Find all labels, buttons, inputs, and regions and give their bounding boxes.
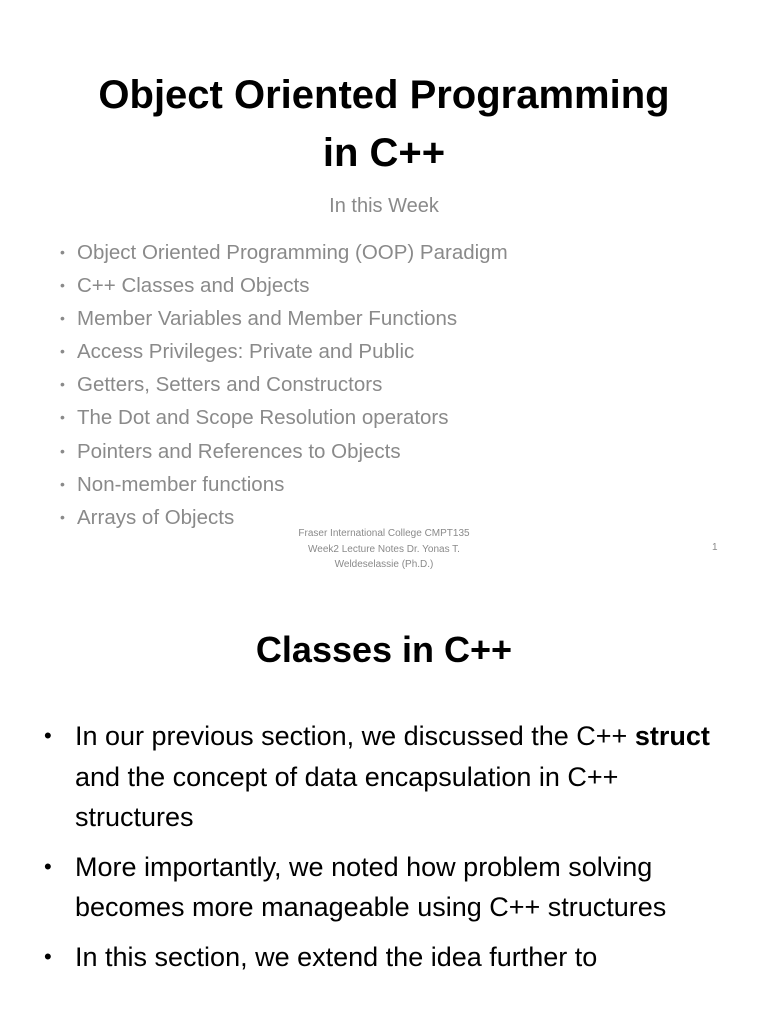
bullet-text-post: and the concept of data encapsulation in C++ structures bbox=[75, 761, 619, 832]
topic-item-label: Member Variables and Member Functions bbox=[77, 307, 458, 331]
bullet-icon: • bbox=[60, 376, 65, 393]
topic-item bbox=[60, 435, 508, 468]
topic-item bbox=[60, 468, 508, 501]
bullet-icon: • bbox=[44, 943, 52, 969]
title-line-1: Object Oriented Programming bbox=[98, 73, 670, 117]
topic-item-label: C++ Classes and Objects bbox=[77, 274, 310, 298]
topic-item-label: Non-member functions bbox=[77, 472, 285, 496]
bullet-icon: • bbox=[44, 853, 52, 879]
topic-item bbox=[60, 401, 508, 434]
topic-item bbox=[60, 269, 508, 302]
topic-item-label: The Dot and Scope Resolution operators bbox=[77, 406, 449, 430]
bullet-item bbox=[44, 847, 734, 928]
topic-item bbox=[60, 302, 508, 335]
footer-line-2: Week2 Lecture Notes Dr. Yonas T. bbox=[308, 543, 460, 555]
bullet-item bbox=[44, 937, 734, 978]
bullet-icon: • bbox=[44, 723, 52, 748]
bullet-list bbox=[44, 716, 734, 986]
slide-subtitle: In this Week bbox=[329, 195, 439, 217]
bullet-icon: • bbox=[60, 475, 65, 492]
page-number: 1 bbox=[712, 542, 718, 553]
slide-title: Classes in C++ bbox=[255, 629, 513, 670]
title-line-2: in C++ bbox=[322, 131, 446, 175]
topic-item-label: Arrays of Objects bbox=[77, 505, 235, 529]
topic-item bbox=[60, 335, 508, 368]
slide-title bbox=[0, 66, 768, 182]
bullet-icon: • bbox=[60, 343, 65, 360]
topic-list bbox=[60, 236, 508, 534]
topic-item-label: Getters, Setters and Constructors bbox=[77, 373, 383, 397]
bullet-icon: • bbox=[60, 442, 65, 459]
slide-footer bbox=[270, 526, 498, 573]
bullet-icon: • bbox=[60, 508, 65, 525]
footer-line-3: Weldeselassie (Ph.D.) bbox=[334, 559, 434, 570]
topic-item bbox=[60, 236, 508, 269]
bullet-icon: • bbox=[60, 409, 65, 426]
topic-item bbox=[60, 368, 508, 401]
topic-item-label: Pointers and References to Objects bbox=[77, 439, 401, 463]
bullet-icon: • bbox=[60, 310, 65, 327]
topic-item-label: Object Oriented Programming (OOP) Paradigm bbox=[77, 241, 508, 264]
bullet-text: In this section, we extend the idea further to bbox=[75, 941, 598, 972]
bullet-text-bold: struct bbox=[634, 721, 710, 751]
topic-item-label: Access Privileges: Private and Public bbox=[77, 340, 415, 364]
bullet-text: More importantly, we noted how problem solving becomes more manageable using C++ structures bbox=[75, 851, 667, 922]
bullet-text-pre: In our previous section, we discussed the C++ bbox=[75, 721, 635, 751]
bullet-item bbox=[44, 716, 734, 838]
footer-line-1: Fraser International College CMPT135 bbox=[298, 528, 470, 539]
slide-2 bbox=[0, 578, 768, 1024]
bullet-icon: • bbox=[60, 277, 65, 294]
bullet-icon: • bbox=[60, 244, 65, 260]
